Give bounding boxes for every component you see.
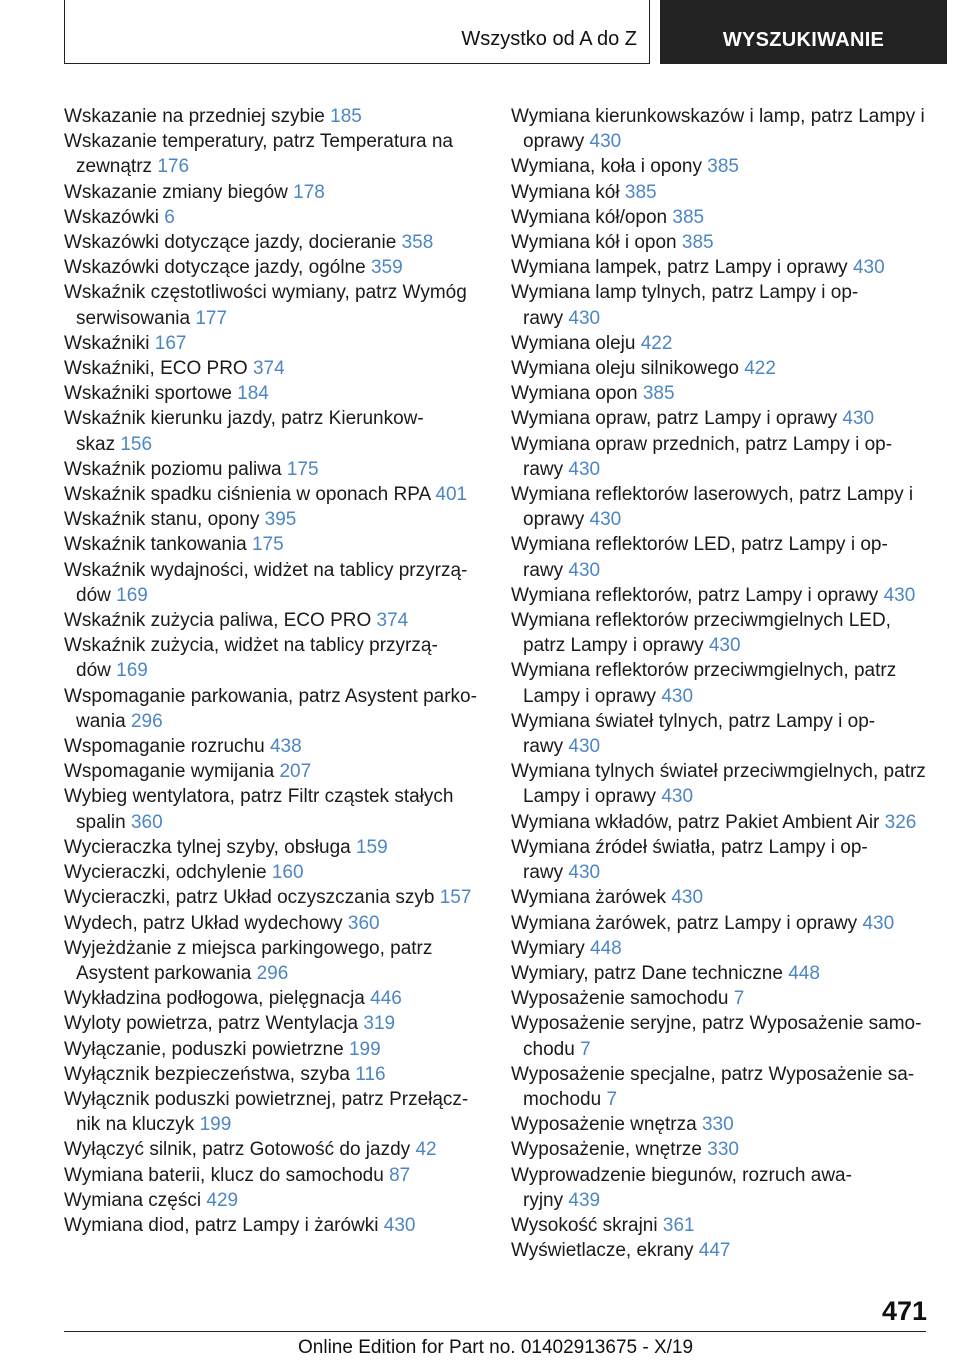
page-reference-link[interactable]: 169	[116, 584, 148, 606]
page-reference-link[interactable]: 319	[363, 1013, 396, 1035]
index-entry	[511, 381, 931, 406]
index-entry-text: Wymiana opon	[511, 383, 638, 405]
index-entry	[511, 432, 931, 482]
index-entry	[64, 835, 484, 860]
index-column-left	[64, 104, 484, 1238]
index-entry	[64, 406, 484, 456]
index-entry-text: ryjny	[523, 1189, 564, 1211]
index-entry	[511, 406, 931, 431]
header-section-title: Wszystko od A do Z	[461, 28, 637, 50]
index-entry-text: Wskaźnik poziomu paliwa	[64, 458, 282, 480]
index-entry	[511, 1062, 931, 1112]
page-reference-link[interactable]: 430	[862, 912, 895, 934]
index-entry-text: Wyposażenie wnętrza	[511, 1114, 697, 1136]
index-entry	[511, 1163, 931, 1213]
index-entry-text: Wymiana świateł tylnych, patrz Lampy i op-	[511, 710, 876, 732]
page-reference-link[interactable]: 176	[157, 156, 190, 178]
index-entry-text: Wspomaganie rozruchu	[64, 736, 265, 758]
page-reference-link[interactable]: 385	[642, 383, 675, 405]
index-entry-text: Wybieg wentylatora, patrz Filtr cząstek stałych	[64, 786, 454, 808]
index-entry-text: Wskaźnik zużycia paliwa, ECO PRO	[64, 610, 372, 632]
index-entry	[64, 608, 484, 633]
index-entry	[64, 532, 484, 557]
index-entry-text: Wycieraczki, odchylenie	[64, 862, 267, 884]
index-entry-text: Wymiana kół/opon	[511, 206, 668, 228]
index-entry-text: Asystent parkowania	[76, 962, 252, 984]
page-reference-link[interactable]: 430	[589, 509, 622, 531]
page-reference-link[interactable]: 430	[383, 1214, 416, 1236]
index-entry	[511, 1238, 931, 1263]
index-entry-text: spalin	[76, 811, 126, 833]
index-entry	[64, 558, 484, 608]
index-entry	[64, 911, 484, 936]
index-entry-text: Wskazówki dotyczące jazdy, docieranie	[64, 232, 397, 254]
page-reference-link[interactable]: 430	[568, 458, 601, 480]
header-tab[interactable]	[660, 0, 947, 64]
index-entry-text: Wymiana oleju	[511, 332, 636, 354]
page-reference-link[interactable]: 430	[883, 584, 916, 606]
index-entry	[511, 759, 931, 809]
index-entry	[511, 532, 931, 582]
index-entry-text: nik na kluczyk	[76, 1114, 195, 1136]
page-reference-link[interactable]: 42	[415, 1139, 437, 1161]
page-reference-link[interactable]: 157	[439, 887, 472, 909]
index-entry	[511, 1011, 931, 1061]
page-reference-link[interactable]: 385	[672, 206, 705, 228]
index-entry-text: Wyposażenie samochodu	[511, 988, 729, 1010]
index-entry-text: Wskaźnik zużycia, widżet na tablicy przyrzą-	[64, 635, 438, 657]
index-entry	[64, 759, 484, 784]
index-entry-text: Wskaźnik stanu, opony	[64, 509, 260, 531]
index-entry	[511, 280, 931, 330]
page-reference-link[interactable]: 430	[568, 736, 601, 758]
index-entry-text: Wymiana reflektorów, patrz Lampy i oprawy	[511, 584, 879, 606]
page-reference-link[interactable]: 401	[435, 484, 468, 506]
page-reference-link[interactable]: 7	[733, 988, 745, 1010]
index-entry	[64, 1163, 484, 1188]
page-reference-link[interactable]: 7	[580, 1038, 591, 1060]
index-entry-text: Wymiana opraw przednich, patrz Lampy i op-	[511, 433, 893, 455]
index-entry	[511, 1112, 931, 1137]
page-reference-link[interactable]: 374	[252, 358, 285, 380]
page-reference-link[interactable]: 430	[589, 131, 622, 153]
index-entry-text: Lampy i oprawy	[523, 685, 657, 707]
page-reference-link[interactable]: 430	[568, 559, 601, 581]
index-entry-text: Wskaźnik spadku ciśnienia w oponach RPA	[64, 484, 431, 506]
index-entry	[64, 381, 484, 406]
index-entry	[64, 734, 484, 759]
index-entry-text: Wskazanie zmiany biegów	[64, 181, 288, 203]
index-entry	[64, 331, 484, 356]
index-entry	[64, 482, 484, 507]
index-entry-text: Wymiana lampek, patrz Lampy i oprawy	[511, 257, 848, 279]
index-entry-text: Wyloty powietrza, patrz Wentylacja	[64, 1013, 359, 1035]
index-entry	[64, 885, 484, 910]
index-entry-text: Wymiana kół i opon	[511, 232, 677, 254]
index-entry	[64, 356, 484, 381]
index-entry-text: Wyprowadzenie biegunów, rozruch awa-	[511, 1164, 852, 1186]
index-entry-text: Wskaźnik kierunku jazdy, patrz Kierunkow-	[64, 408, 424, 430]
index-entry-text: dów	[76, 660, 111, 682]
index-entry	[64, 180, 484, 205]
page-reference-link[interactable]: 374	[376, 610, 409, 632]
header-section-box	[64, 0, 650, 64]
index-entry	[64, 1213, 484, 1238]
page-reference-link[interactable]: 446	[370, 988, 402, 1010]
index-entry	[511, 936, 931, 961]
index-entry-text: Wymiana kierunkowskazów i lamp, patrz Lampy i	[511, 106, 925, 127]
index-entry	[64, 457, 484, 482]
index-entry	[64, 684, 484, 734]
page-reference-link[interactable]: 326	[884, 811, 917, 833]
index-entry-text: zewnątrz	[76, 156, 153, 178]
page-reference-link[interactable]: 116	[355, 1063, 386, 1085]
page-reference-link[interactable]: 430	[568, 862, 601, 884]
index-entry-text: Wymiana żarówek	[511, 887, 667, 909]
index-entry	[511, 205, 931, 230]
index-entry-text: Wymiana reflektorów LED, patrz Lampy i op-	[511, 534, 888, 556]
index-entry	[511, 104, 931, 154]
index-entry	[511, 709, 931, 759]
index-entry	[511, 482, 931, 532]
index-entry	[511, 961, 931, 986]
index-entry	[64, 1011, 484, 1036]
index-column-right	[511, 104, 931, 1263]
index-entry-text: Wykładzina podłogowa, pielęgnacja	[64, 988, 365, 1010]
page-reference-link[interactable]: 177	[195, 307, 228, 329]
page-reference-link[interactable]: 159	[355, 836, 388, 858]
index-entry-text: Wymiana diod, patrz Lampy i żarówki	[64, 1214, 379, 1236]
index-entry	[64, 860, 484, 885]
index-entry-text: mochodu	[523, 1088, 602, 1110]
page-reference-link[interactable]: 430	[842, 408, 875, 430]
page-reference-link[interactable]: 167	[154, 332, 187, 354]
index-entry-text: Wymiana części	[64, 1189, 202, 1211]
index-entry-text: skaz	[76, 433, 116, 455]
page-reference-link[interactable]: 385	[681, 232, 714, 254]
index-entry-text: dów	[76, 584, 111, 606]
page-reference-link[interactable]: 385	[624, 181, 657, 203]
page-reference-link[interactable]: 175	[286, 458, 319, 480]
index-entry-text: Wyjeżdżanie z miejsca parkingowego, patrz	[64, 937, 433, 959]
index-entry	[511, 1213, 931, 1238]
page-reference-link[interactable]: 184	[237, 383, 269, 405]
index-entry	[511, 810, 931, 835]
header-tab-label: WYSZUKIWANIE	[722, 29, 885, 51]
index-entry	[511, 331, 931, 356]
page-reference-link[interactable]: 87	[389, 1164, 411, 1186]
index-entry-text: Wskazówki	[64, 206, 160, 228]
index-entry-text: Wskaźnik wydajności, widżet na tablicy przyrzą-	[64, 559, 468, 581]
index-entry	[64, 230, 484, 255]
index-entry-text: Wymiana wkładów, patrz Pakiet Ambient Air	[511, 811, 880, 833]
index-entry-text: patrz Lampy i oprawy	[523, 635, 704, 657]
page-reference-link[interactable]: 178	[293, 181, 325, 203]
index-entry-text: Wymiana reflektorów przeciwmgielnych LED,	[511, 610, 891, 632]
page-reference-link[interactable]: 6	[164, 206, 175, 228]
index-entry	[64, 1087, 484, 1137]
index-entry-text: Wymiana kół	[511, 181, 620, 203]
footer-divider	[64, 1331, 926, 1332]
index-entry-text: rawy	[523, 736, 564, 758]
page-reference-link[interactable]: 169	[116, 660, 148, 682]
index-entry-text: Wysokość skrajni	[511, 1214, 658, 1236]
index-entry	[64, 129, 484, 179]
page-reference-link[interactable]: 430	[708, 635, 741, 657]
index-entry-text: Wskaźniki, ECO PRO	[64, 358, 248, 380]
index-entry-text: Wskazanie na przedniej szybie	[64, 106, 325, 127]
index-entry-text: Wspomaganie parkowania, patrz Asystent parko-	[64, 685, 477, 707]
index-entry	[511, 583, 931, 608]
index-entry	[511, 154, 931, 179]
page-reference-link[interactable]: 358	[401, 232, 434, 254]
index-entry-text: Wyposażenie, wnętrze	[511, 1139, 702, 1161]
index-entry-text: Wycieraczki, patrz Układ oczyszczania szyb	[64, 887, 435, 909]
index-entry	[511, 255, 931, 280]
page-reference-link[interactable]: 422	[640, 332, 673, 354]
index-entry	[511, 986, 931, 1011]
index-entry	[511, 1137, 931, 1162]
index-entry-text: oprawy	[523, 509, 585, 531]
page-reference-link[interactable]: 330	[707, 1139, 739, 1161]
page-reference-link[interactable]: 430	[671, 887, 704, 909]
page-reference-link[interactable]: 360	[347, 912, 380, 934]
page-reference-link[interactable]: 430	[661, 685, 694, 707]
index-entry	[64, 936, 484, 986]
page-reference-link[interactable]: 361	[662, 1214, 695, 1236]
index-entry-text: Wyłącznik bezpieczeństwa, szyba	[64, 1063, 351, 1085]
index-entry	[64, 1062, 484, 1087]
index-entry-text: wania	[76, 710, 126, 732]
index-entry-text: Wymiary	[511, 937, 585, 959]
page-reference-link[interactable]: 448	[788, 962, 820, 984]
index-entry	[511, 658, 931, 708]
index-entry-text: Wskaźnik częstotliwości wymiany, patrz Wymóg	[64, 282, 467, 304]
index-entry-text: Wskaźnik tankowania	[64, 534, 247, 556]
index-entry	[511, 608, 931, 658]
index-entry-text: Wymiana opraw, patrz Lampy i oprawy	[511, 408, 838, 430]
index-entry-text: Wymiana żarówek, patrz Lampy i oprawy	[511, 912, 858, 934]
index-entry-text: Wymiana, koła i opony	[511, 156, 702, 178]
index-entry-text: Wskaźniki sportowe	[64, 383, 232, 405]
page-reference-link[interactable]: 430	[852, 257, 885, 279]
index-entry	[64, 1037, 484, 1062]
index-entry-text: rawy	[523, 458, 564, 480]
index-entry-text: Wskazanie temperatury, patrz Temperatura na	[64, 131, 453, 153]
page-reference-link[interactable]: 395	[264, 509, 297, 531]
page-reference-link[interactable]: 330	[701, 1114, 734, 1136]
index-entry-text: Wymiana tylnych świateł przeciwmgielnych, patrz	[511, 761, 926, 783]
page-reference-link[interactable]: 360	[130, 811, 163, 833]
page-reference-link[interactable]: 199	[199, 1114, 232, 1136]
page-reference-link[interactable]: 447	[698, 1240, 731, 1262]
index-entry	[64, 104, 484, 129]
page-reference-link[interactable]: 296	[256, 962, 289, 984]
index-entry	[64, 633, 484, 683]
page-reference-link[interactable]: 156	[120, 433, 153, 455]
page-reference-link[interactable]: 359	[370, 257, 403, 279]
index-entry	[64, 205, 484, 230]
index-entry	[511, 885, 931, 910]
index-entry-text: oprawy	[523, 131, 585, 153]
footer-edition: Online Edition for Part no. 01402913675 - X/19	[298, 1337, 694, 1358]
index-entry-text: Wymiana oleju silnikowego	[511, 358, 739, 380]
index-entry-text: Wyposażenie seryjne, patrz Wyposażenie samo-	[511, 1013, 922, 1035]
index-entry	[64, 1188, 484, 1213]
index-entry	[64, 784, 484, 834]
index-entry-text: Wymiana baterii, klucz do samochodu	[64, 1164, 384, 1186]
index-entry-text: Wymiana źródeł światła, patrz Lampy i op-	[511, 836, 868, 858]
page-reference-link[interactable]: 296	[130, 710, 163, 732]
index-entry	[64, 986, 484, 1011]
index-entry-text: rawy	[523, 862, 564, 884]
page-reference-link[interactable]: 422	[744, 358, 776, 380]
page-reference-link[interactable]: 199	[348, 1038, 381, 1060]
page-reference-link[interactable]: 175	[251, 534, 284, 556]
index-entry-text: Wskaźniki	[64, 332, 150, 354]
index-entry	[64, 1137, 484, 1162]
index-entry-text: Wydech, patrz Układ wydechowy	[64, 912, 343, 934]
index-entry	[511, 911, 931, 936]
page-reference-link[interactable]: 430	[568, 307, 601, 329]
index-entry	[64, 507, 484, 532]
index-entry-text: Wymiana lamp tylnych, patrz Lampy i op-	[511, 282, 859, 304]
index-entry-text: Wspomaganie wymijania	[64, 761, 275, 783]
page-reference-link[interactable]: 430	[661, 786, 694, 808]
page-reference-link[interactable]: 438	[269, 736, 302, 758]
page-reference-link[interactable]: 429	[206, 1189, 239, 1211]
index-entry-text: Wycieraczka tylnej szyby, obsługa	[64, 836, 351, 858]
index-entry-text: Wyłącznik poduszki powietrznej, patrz Przełącz-	[64, 1088, 469, 1110]
page-reference-link[interactable]: 439	[568, 1189, 601, 1211]
index-entry	[511, 356, 931, 381]
index-entry-text: Wyposażenie specjalne, patrz Wyposażenie sa-	[511, 1063, 915, 1085]
index-entry-text: Wymiana reflektorów przeciwmgielnych, patrz	[511, 660, 897, 682]
index-entry-text: rawy	[523, 559, 564, 581]
page-number: 471	[881, 1296, 927, 1326]
page-reference-link[interactable]: 7	[606, 1088, 618, 1110]
index-entry	[511, 835, 931, 885]
page-reference-link[interactable]: 160	[271, 862, 304, 884]
index-entry-text: rawy	[523, 307, 564, 329]
page-reference-link[interactable]: 207	[279, 761, 312, 783]
page-reference-link[interactable]: 448	[590, 937, 622, 959]
index-entry-text: chodu	[523, 1038, 575, 1060]
index-entry	[511, 180, 931, 205]
index-entry-text: serwisowania	[76, 307, 191, 329]
index-entry-text: Wyświetlacze, ekrany	[511, 1240, 694, 1262]
index-entry	[511, 230, 931, 255]
page-reference-link[interactable]: 185	[330, 106, 362, 127]
index-entry-text: Wyłączyć silnik, patrz Gotowość do jazdy	[64, 1139, 411, 1161]
index-entry-text: Lampy i oprawy	[523, 786, 657, 808]
index-entry	[64, 255, 484, 280]
index-entry-text: Wyłączanie, poduszki powietrzne	[64, 1038, 344, 1060]
index-entry-text: Wskazówki dotyczące jazdy, ogólne	[64, 257, 366, 279]
index-entry-text: Wymiana reflektorów laserowych, patrz Lampy i	[511, 484, 914, 506]
index-entry-text: Wymiary, patrz Dane techniczne	[511, 962, 783, 984]
page-reference-link[interactable]: 385	[707, 156, 739, 178]
index-entry	[64, 280, 484, 330]
